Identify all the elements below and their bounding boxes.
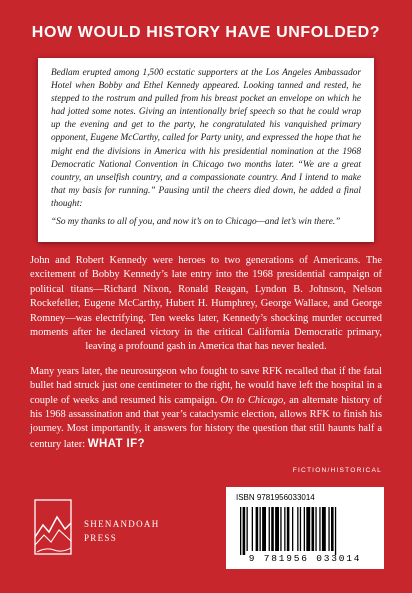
publisher-name [84,517,160,545]
barcode-bar [280,507,281,551]
description-paragraph-2 [30,365,382,452]
barcode-bar [287,507,290,551]
barcode-icon [236,507,376,555]
barcode-bar [252,507,253,551]
barcode-bar [331,507,334,551]
barcode-bar [240,507,241,555]
description-paragraph-2-end: , an alternate history of his 1968 assassination and that year’s cataclysmic election, allows RFK to finish his journey. Most importantly, it answers for history the question that still haunts half a century later: [30,394,383,450]
barcode-bar [269,507,270,551]
barcode-bar [284,507,285,551]
shenandoah-mountain-logo-icon [32,497,74,557]
barcode-bar [322,507,326,551]
barcode-bar [306,507,310,551]
barcode-bar [297,507,298,551]
headline: HOW WOULD HISTORY HAVE UNFOLDED? [31,24,381,41]
barcode-bar [271,507,274,551]
excerpt-final-quote: “So my thanks to all of you, and now it’s on to Chicago—and let’s win there.” [51,217,341,228]
barcode-bar [304,507,305,551]
publisher-name-line-2: PRESS [84,533,118,543]
barcode-bar [260,507,261,551]
book-title-italic: On to Chicago [220,394,284,406]
what-if-callout: WHAT IF? [87,437,145,450]
isbn-barcode-box [226,487,384,569]
barcode-digits: 9 781956 033014 [248,553,362,564]
excerpt-paragraph: Bedlam erupted among 1,500 ecstatic supporters at the Los Angeles Ambassador Hotel when Bobby and Ethel Kennedy appeared. Looking tanned and rested, he stepped to the rostrum and pulled from his breast pocket an envelope on which he had jotted some notes. Giving an intentionally brief speech so that he could wrap up the evening and get to the party, he congratulated his vanquished primary opponent, Eugene McCarthy, called for Party unity, and expressed the hope that he might end the divisions in America with his presidential nomination at the 1968 Democratic National Convention in Chicago two months later. “We are a great country, an unselfish country, and a compassionate country. And I intend to make that my basis for running.” Pausing until the cheers died down, he added a final thought: [51,68,361,209]
description [30,254,382,452]
barcode-bar [335,507,336,555]
barcode-bar [256,507,259,551]
barcode-bar [328,507,329,551]
barcode-bar [262,507,266,551]
barcode-bar [300,507,301,551]
description-paragraph-1: John and Robert Kennedy were heroes to two generations of Americans. The excitement of Bobby Kennedy’s late entry into the 1968 presidential campaign of political titans—Richard Nixon, Ronald Reagan, Lyndon B. Johnson, Nelson Rockefeller, Eugene McCarthy, Hubert H. Humphrey, George Wallace, and George Romney—was electrifying. Ten weeks later, Kennedy’s shocking murder occurred moments after he declared victory in the critical California Democratic primary, leaving a profound gash in America that has never healed. [30,255,382,353]
description-paragraph-2-start: Many years later, the neurosurgeon who fought to save RFK recalled that if the fatal bullet had struck just one centimeter to the right, he would have left the hospital in a couple of weeks and resumed his campaign. [30,365,382,406]
publisher-name-line-1: SHENANDOAH [84,519,160,529]
barcode-bar [243,507,246,555]
publisher-imprint [32,497,182,557]
genre-label: FICTION/HISTORICAL [292,467,382,474]
barcode-bar [312,507,315,551]
barcode-bar [275,507,279,551]
barcode-bar [319,507,320,551]
excerpt-box [38,58,374,242]
isbn-label: ISBN 9781956033014 [236,493,315,502]
barcode-bar [292,507,293,551]
barcode-bar [315,507,316,551]
barcode-bar [247,507,248,551]
